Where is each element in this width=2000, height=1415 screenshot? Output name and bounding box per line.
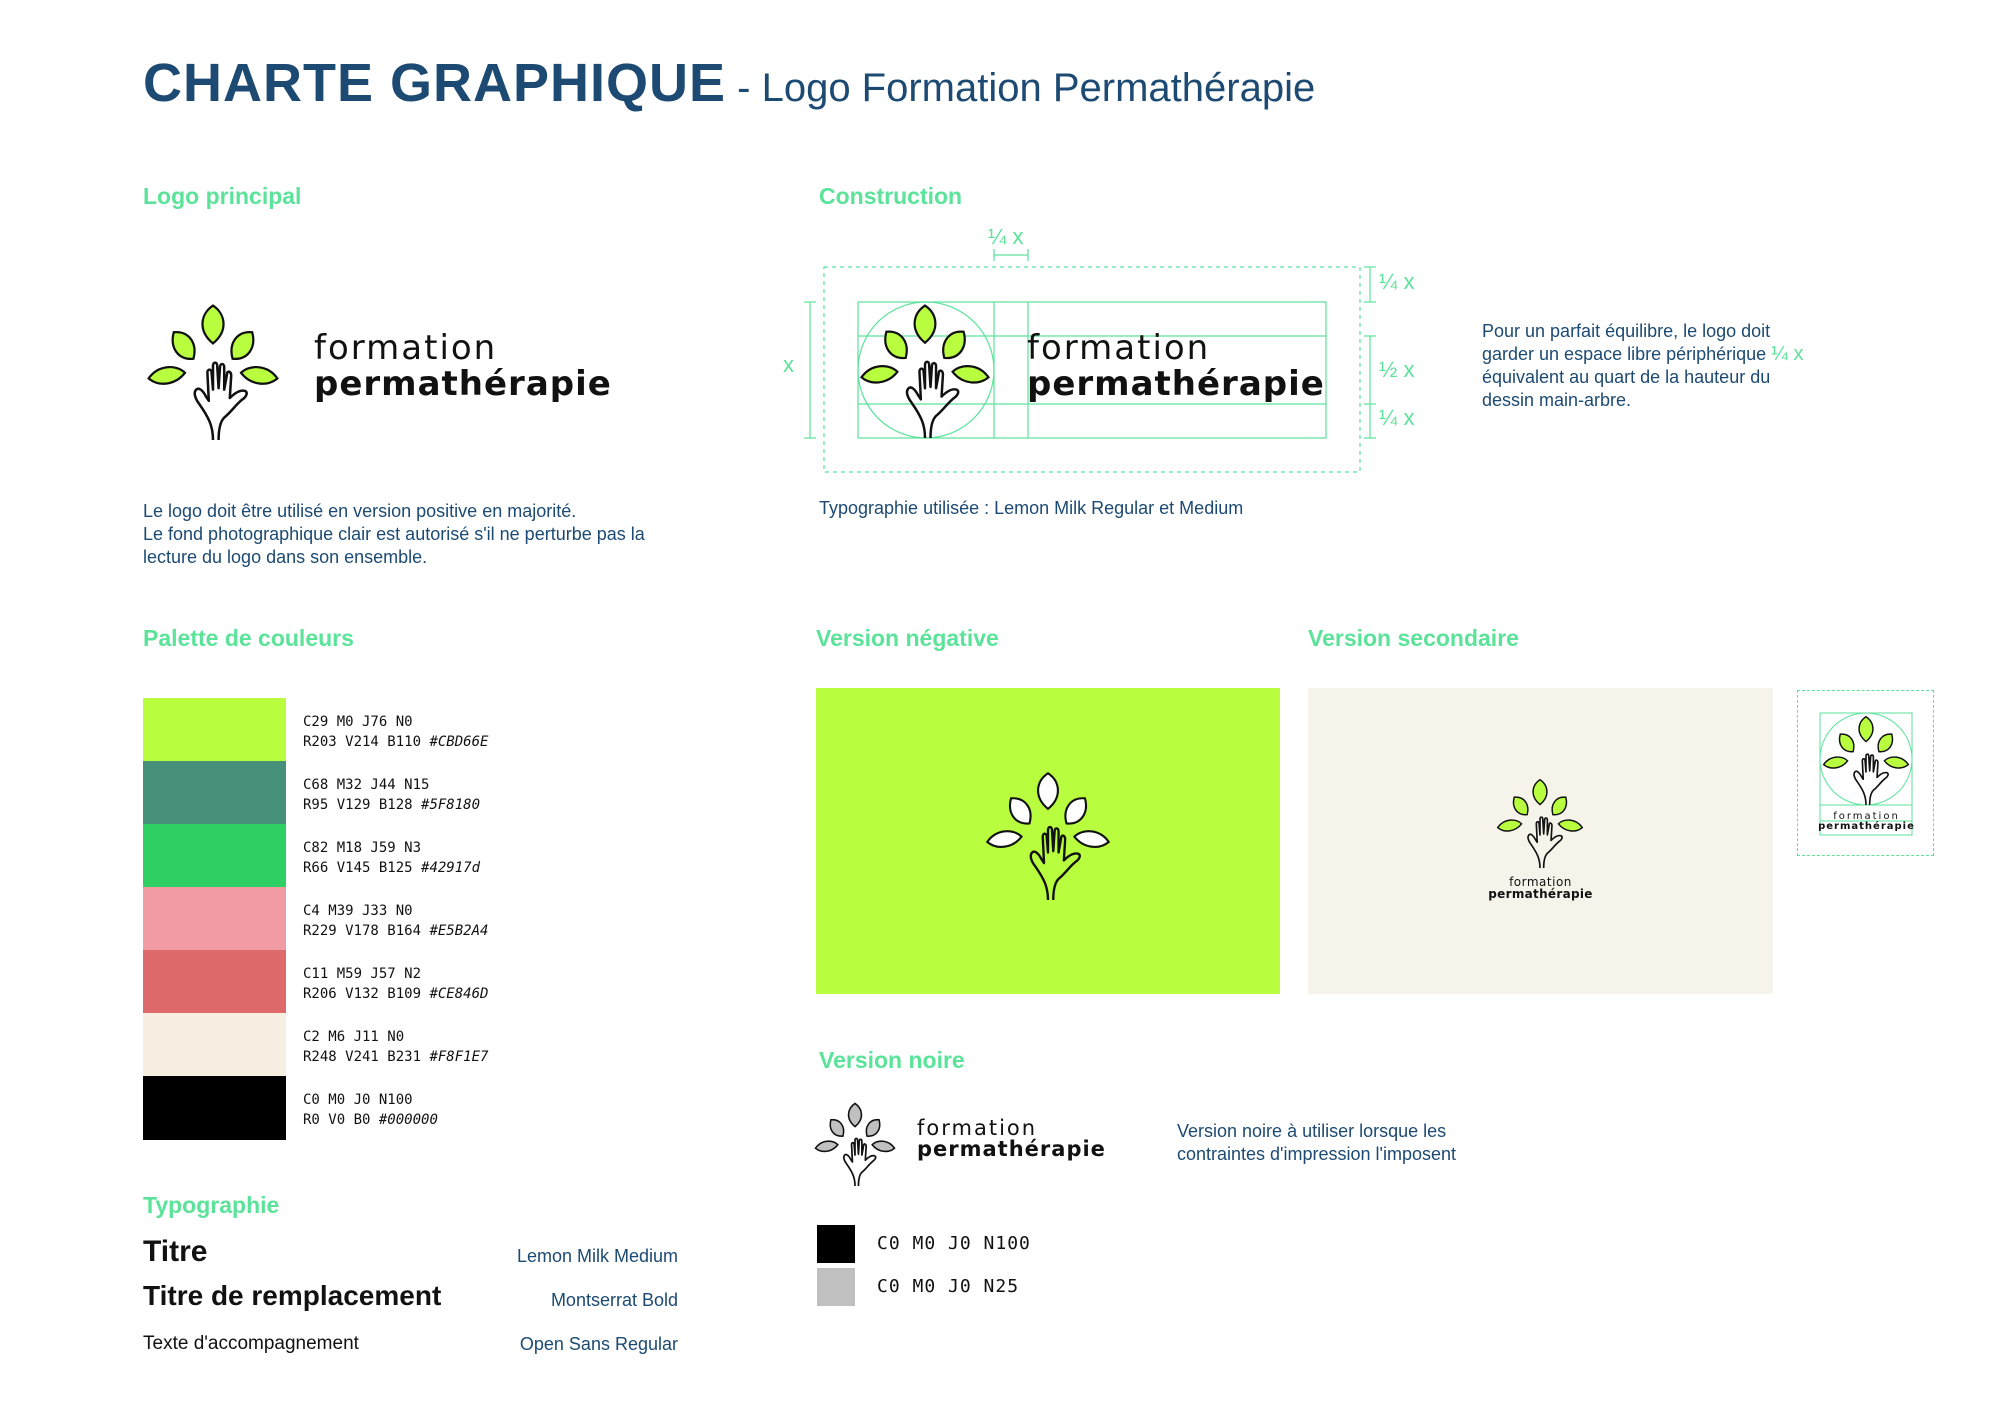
measure-right-half: ½ x <box>1379 357 1415 382</box>
palette-rgb: R66 V145 B125 <box>303 860 413 876</box>
note-line: Le fond photographique clair est autorisé s'il ne perturbe pas la <box>143 524 645 544</box>
typographie-heading: Typographie <box>143 1192 280 1218</box>
wordmark-line2: permathérapie <box>917 1137 1106 1161</box>
wordmark-line2: permathérapie <box>1818 821 1915 832</box>
typo-titre: Titre <box>143 1235 208 1268</box>
version-noire-heading: Version noire <box>819 1047 965 1073</box>
palette-label <box>303 964 488 1004</box>
palette-hex: #F8F1E7 <box>429 1049 489 1065</box>
palette-cmyk: C2 M6 J11 N0 <box>303 1029 405 1045</box>
note-line: contraintes d'impression l'imposent <box>1177 1144 1456 1164</box>
desc-line: équivalent au quart de la hauteur du <box>1482 367 1771 387</box>
desc-line: garder un espace libre périphérique <box>1482 344 1767 364</box>
secondary-tree-icon <box>1494 776 1586 868</box>
typo-titre-font: Lemon Milk Medium <box>516 1246 678 1266</box>
logo-principal-note <box>143 500 743 569</box>
construction-description <box>1482 320 1882 412</box>
black-tree-icon <box>812 1100 898 1186</box>
palette-swatch <box>143 698 286 762</box>
black-swatch-n25 <box>817 1268 855 1306</box>
palette-swatch <box>143 950 286 1014</box>
palette-swatch <box>143 887 286 951</box>
palette-cmyk: C11 M59 J57 N2 <box>303 966 422 982</box>
palette-cmyk: C4 M39 J33 N0 <box>303 903 413 919</box>
palette-cmyk: C68 M32 J44 N15 <box>303 777 430 793</box>
wordmark-line1: formation <box>1027 328 1211 368</box>
wordmark-line2: permathérapie <box>1027 364 1325 404</box>
construction-wordmark <box>1027 330 1325 402</box>
page-subtitle: - Logo Formation Permathérapie <box>726 66 1316 110</box>
palette-hex: #CE846D <box>429 986 489 1002</box>
typo-remplacement: Titre de remplacement <box>143 1280 442 1311</box>
palette-label <box>303 838 480 878</box>
wordmark-line2: permathérapie <box>314 364 612 404</box>
version-noire-note <box>1177 1120 1456 1166</box>
version-negative-panel <box>816 688 1280 994</box>
palette-swatch <box>143 824 286 888</box>
logo-principal-wordmark <box>314 330 612 402</box>
logo-principal-heading: Logo principal <box>143 183 302 209</box>
palette-hex: #000000 <box>378 1112 438 1128</box>
palette-rgb: R203 V214 B110 <box>303 734 422 750</box>
version-negative-heading: Version négative <box>816 625 999 651</box>
palette-label <box>303 712 488 752</box>
secondary-construction-wordmark <box>1798 812 1935 832</box>
palette-swatch <box>143 1076 286 1140</box>
note-line: Le logo doit être utilisé en version positive en majorité. <box>143 501 577 521</box>
secondary-construction-tree-icon <box>1820 713 1912 805</box>
secondary-wordmark <box>1308 876 1773 900</box>
palette-hex: #CBD66E <box>429 734 489 750</box>
black-swatch-n25-label: C0 M0 J0 N25 <box>877 1276 1020 1297</box>
palette-hex: #5F8180 <box>421 797 481 813</box>
palette-cmyk: C29 M0 J76 N0 <box>303 714 413 730</box>
palette-swatch <box>143 1013 286 1077</box>
palette-rgb: R206 V132 B109 <box>303 986 422 1002</box>
palette-label <box>303 901 488 941</box>
black-swatch-n100-label: C0 M0 J0 N100 <box>877 1233 1031 1254</box>
page-title: CHARTE GRAPHIQUE - Logo Formation Permathérapie <box>143 53 1316 113</box>
black-swatch-n100 <box>817 1225 855 1263</box>
construction-heading: Construction <box>819 183 963 209</box>
typo-texte: Texte d'accompagnement <box>143 1333 359 1354</box>
palette-label <box>303 1027 488 1067</box>
palette-hex: #42917d <box>421 860 481 876</box>
desc-line: Pour un parfait équilibre, le logo doit <box>1482 321 1771 341</box>
secondary-construction-box <box>1797 690 1934 856</box>
palette-cmyk: C0 M0 J0 N100 <box>303 1092 413 1108</box>
tree-hand-logo-icon <box>143 300 283 440</box>
palette-swatch <box>143 761 286 825</box>
construction-tree-icon <box>856 300 994 438</box>
wordmark-line2: permathérapie <box>1488 887 1593 901</box>
note-line: lecture du logo dans son ensemble. <box>143 547 428 567</box>
typo-texte-font: Open Sans Regular <box>519 1334 678 1354</box>
black-wordmark <box>917 1118 1106 1160</box>
note-line: Version noire à utiliser lorsque les <box>1177 1121 1447 1141</box>
measure-quarter-top: ¼ x <box>988 224 1024 249</box>
palette-label <box>303 1090 438 1130</box>
palette-hex: #E5B2A4 <box>429 923 489 939</box>
palette-rgb: R0 V0 B0 <box>303 1112 371 1128</box>
palette-rgb: R95 V129 B128 <box>303 797 413 813</box>
version-secondaire-panel <box>1308 688 1773 994</box>
version-secondaire-heading: Version secondaire <box>1308 625 1519 651</box>
negative-tree-icon <box>982 768 1114 900</box>
palette-label <box>303 775 480 815</box>
desc-quarter: ¼ x <box>1771 343 1804 365</box>
palette-rgb: R248 V241 B231 <box>303 1049 422 1065</box>
wordmark-line1: formation <box>1833 811 1900 822</box>
measure-right-quarter-2: ¼ x <box>1379 405 1415 430</box>
wordmark-line1: formation <box>917 1116 1038 1140</box>
wordmark-line1: formation <box>314 328 498 368</box>
palette-cmyk: C82 M18 J59 N3 <box>303 840 422 856</box>
measure-x: x <box>783 352 794 377</box>
palette-rgb: R229 V178 B164 <box>303 923 422 939</box>
palette-heading: Palette de couleurs <box>143 625 354 651</box>
typography-note: Typographie utilisée : Lemon Milk Regular et Medium <box>819 498 1244 518</box>
typo-remplacement-font: Montserrat Bold <box>550 1290 678 1310</box>
desc-line: dessin main-arbre. <box>1482 390 1632 410</box>
measure-right-quarter-1: ¼ x <box>1379 269 1415 294</box>
wordmark-line1: formation <box>1509 875 1572 889</box>
